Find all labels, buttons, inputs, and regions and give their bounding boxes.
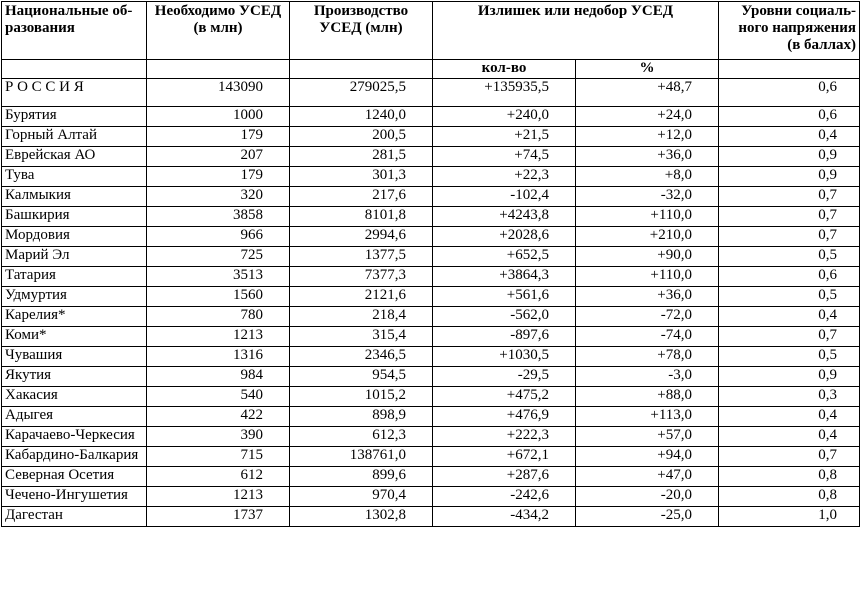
subheader-row [2, 60, 860, 79]
cell-qty: -242,6 [433, 487, 576, 507]
cell-production: 1302,8 [290, 507, 433, 527]
cell-need: 780 [147, 307, 290, 327]
header-row [2, 2, 860, 60]
cell-pct: +110,0 [576, 207, 719, 227]
cell-production: 7377,3 [290, 267, 433, 287]
cell-qty: +2028,6 [433, 227, 576, 247]
table-row-6 [2, 227, 860, 247]
cell-production: 8101,8 [290, 207, 433, 227]
table-row-12 [2, 347, 860, 367]
cell-production: 200,5 [290, 127, 433, 147]
cell-region: Марий Эл [2, 247, 147, 267]
cell-tension: 0,6 [719, 79, 860, 107]
cell-need: 179 [147, 127, 290, 147]
cell-qty: +21,5 [433, 127, 576, 147]
cell-need: 984 [147, 367, 290, 387]
cell-qty: +240,0 [433, 107, 576, 127]
cell-tension: 0,5 [719, 287, 860, 307]
cell-tension: 0,8 [719, 467, 860, 487]
cell-qty: +1030,5 [433, 347, 576, 367]
cell-qty: -434,2 [433, 507, 576, 527]
cell-pct: +24,0 [576, 107, 719, 127]
cell-need: 422 [147, 407, 290, 427]
table-row-20 [2, 507, 860, 527]
cell-qty: +476,9 [433, 407, 576, 427]
cell-tension: 0,7 [719, 187, 860, 207]
cell-production: 2994,6 [290, 227, 433, 247]
table-row-russia [2, 79, 860, 107]
subheader-empty-6 [719, 60, 860, 79]
cell-tension: 1,0 [719, 507, 860, 527]
cell-tension: 0,6 [719, 107, 860, 127]
cell-need: 1000 [147, 107, 290, 127]
cell-region: Карелия* [2, 307, 147, 327]
cell-region: Бурятия [2, 107, 147, 127]
cell-tension: 0,4 [719, 427, 860, 447]
cell-tension: 0,6 [719, 267, 860, 287]
cell-tension: 0,3 [719, 387, 860, 407]
cell-production: 218,4 [290, 307, 433, 327]
table-row-17 [2, 447, 860, 467]
cell-need: 207 [147, 147, 290, 167]
cell-need: 540 [147, 387, 290, 407]
header-region: Национальные об-разования [2, 2, 147, 60]
cell-region: Карачаево-Черкесия [2, 427, 147, 447]
cell-region: Р О С С И Я [2, 79, 147, 107]
cell-tension: 0,8 [719, 487, 860, 507]
cell-need: 725 [147, 247, 290, 267]
cell-production: 612,3 [290, 427, 433, 447]
table-row-2 [2, 147, 860, 167]
cell-need: 715 [147, 447, 290, 467]
header-tension: Уровни социаль-ного напряжения (в баллах) [719, 2, 860, 60]
cell-region: Еврейская АО [2, 147, 147, 167]
cell-tension: 0,4 [719, 307, 860, 327]
table-row-7 [2, 247, 860, 267]
cell-need: 1737 [147, 507, 290, 527]
cell-qty: +222,3 [433, 427, 576, 447]
table-row-9 [2, 287, 860, 307]
cell-pct: +57,0 [576, 427, 719, 447]
cell-tension: 0,7 [719, 447, 860, 467]
cell-production: 301,3 [290, 167, 433, 187]
cell-region: Северная Осетия [2, 467, 147, 487]
cell-pct: -3,0 [576, 367, 719, 387]
cell-tension: 0,4 [719, 407, 860, 427]
cell-region: Калмыкия [2, 187, 147, 207]
cell-qty: +4243,8 [433, 207, 576, 227]
cell-qty: -102,4 [433, 187, 576, 207]
cell-region: Дагестан [2, 507, 147, 527]
cell-tension: 0,9 [719, 147, 860, 167]
cell-region: Хакасия [2, 387, 147, 407]
cell-qty: -29,5 [433, 367, 576, 387]
header-need: Необходимо УСЕД (в млн) [147, 2, 290, 60]
cell-pct: +48,7 [576, 79, 719, 107]
cell-pct: +8,0 [576, 167, 719, 187]
cell-need: 612 [147, 467, 290, 487]
subheader-empty-1 [2, 60, 147, 79]
cell-production: 138761,0 [290, 447, 433, 467]
cell-tension: 0,4 [719, 127, 860, 147]
cell-need: 390 [147, 427, 290, 447]
cell-pct: +110,0 [576, 267, 719, 287]
cell-production: 899,6 [290, 467, 433, 487]
cell-production: 1240,0 [290, 107, 433, 127]
table-row-3 [2, 167, 860, 187]
cell-tension: 0,9 [719, 167, 860, 187]
cell-region: Чувашия [2, 347, 147, 367]
cell-pct: +88,0 [576, 387, 719, 407]
cell-region: Чечено-Ингушетия [2, 487, 147, 507]
cell-pct: -32,0 [576, 187, 719, 207]
table-row-16 [2, 427, 860, 447]
cell-region: Татария [2, 267, 147, 287]
cell-region: Якутия [2, 367, 147, 387]
cell-pct: -72,0 [576, 307, 719, 327]
cell-qty: +74,5 [433, 147, 576, 167]
cell-qty: -897,6 [433, 327, 576, 347]
header-production: Производство УСЕД (млн) [290, 2, 433, 60]
cell-region: Горный Алтай [2, 127, 147, 147]
cell-tension: 0,9 [719, 367, 860, 387]
cell-tension: 0,5 [719, 347, 860, 367]
subheader-empty-2 [147, 60, 290, 79]
cell-qty: +287,6 [433, 467, 576, 487]
cell-need: 179 [147, 167, 290, 187]
region-data-table [1, 1, 860, 527]
cell-qty: +22,3 [433, 167, 576, 187]
header-surplus: Излишек или недобор УСЕД [433, 2, 719, 60]
cell-pct: +90,0 [576, 247, 719, 267]
cell-region: Удмуртия [2, 287, 147, 307]
cell-pct: +210,0 [576, 227, 719, 247]
cell-need: 1560 [147, 287, 290, 307]
cell-need: 1213 [147, 487, 290, 507]
cell-region: Кабардино-Балкария [2, 447, 147, 467]
cell-production: 281,5 [290, 147, 433, 167]
cell-pct: +36,0 [576, 147, 719, 167]
table-row-1 [2, 127, 860, 147]
cell-production: 2346,5 [290, 347, 433, 367]
cell-production: 279025,5 [290, 79, 433, 107]
cell-production: 970,4 [290, 487, 433, 507]
table-row-15 [2, 407, 860, 427]
cell-tension: 0,7 [719, 327, 860, 347]
cell-tension: 0,7 [719, 227, 860, 247]
cell-qty: +561,6 [433, 287, 576, 307]
cell-need: 3513 [147, 267, 290, 287]
cell-pct: +36,0 [576, 287, 719, 307]
table-row-14 [2, 387, 860, 407]
cell-region: Мордовия [2, 227, 147, 247]
cell-production: 1015,2 [290, 387, 433, 407]
cell-pct: +47,0 [576, 467, 719, 487]
table-row-13 [2, 367, 860, 387]
cell-pct: +78,0 [576, 347, 719, 367]
cell-qty: +652,5 [433, 247, 576, 267]
cell-need: 1213 [147, 327, 290, 347]
cell-pct: -20,0 [576, 487, 719, 507]
cell-pct: -25,0 [576, 507, 719, 527]
cell-region: Тува [2, 167, 147, 187]
subheader-empty-3 [290, 60, 433, 79]
table-row-18 [2, 467, 860, 487]
table-row-5 [2, 207, 860, 227]
cell-qty: +135935,5 [433, 79, 576, 107]
table-row-10 [2, 307, 860, 327]
cell-pct: +12,0 [576, 127, 719, 147]
cell-production: 315,4 [290, 327, 433, 347]
cell-need: 143090 [147, 79, 290, 107]
cell-production: 217,6 [290, 187, 433, 207]
cell-qty: +3864,3 [433, 267, 576, 287]
cell-need: 3858 [147, 207, 290, 227]
cell-production: 898,9 [290, 407, 433, 427]
cell-production: 1377,5 [290, 247, 433, 267]
cell-pct: +94,0 [576, 447, 719, 467]
table-row-11 [2, 327, 860, 347]
cell-region: Башкирия [2, 207, 147, 227]
cell-qty: -562,0 [433, 307, 576, 327]
subheader-pct: % [576, 60, 719, 79]
table-row-0 [2, 107, 860, 127]
cell-region: Коми* [2, 327, 147, 347]
cell-tension: 0,7 [719, 207, 860, 227]
table-row-4 [2, 187, 860, 207]
cell-need: 966 [147, 227, 290, 247]
cell-production: 2121,6 [290, 287, 433, 307]
cell-qty: +475,2 [433, 387, 576, 407]
cell-tension: 0,5 [719, 247, 860, 267]
table-row-8 [2, 267, 860, 287]
cell-qty: +672,1 [433, 447, 576, 467]
table-row-19 [2, 487, 860, 507]
cell-production: 954,5 [290, 367, 433, 387]
cell-need: 1316 [147, 347, 290, 367]
cell-pct: +113,0 [576, 407, 719, 427]
cell-pct: -74,0 [576, 327, 719, 347]
cell-region: Адыгея [2, 407, 147, 427]
cell-need: 320 [147, 187, 290, 207]
subheader-qty: кол-во [433, 60, 576, 79]
